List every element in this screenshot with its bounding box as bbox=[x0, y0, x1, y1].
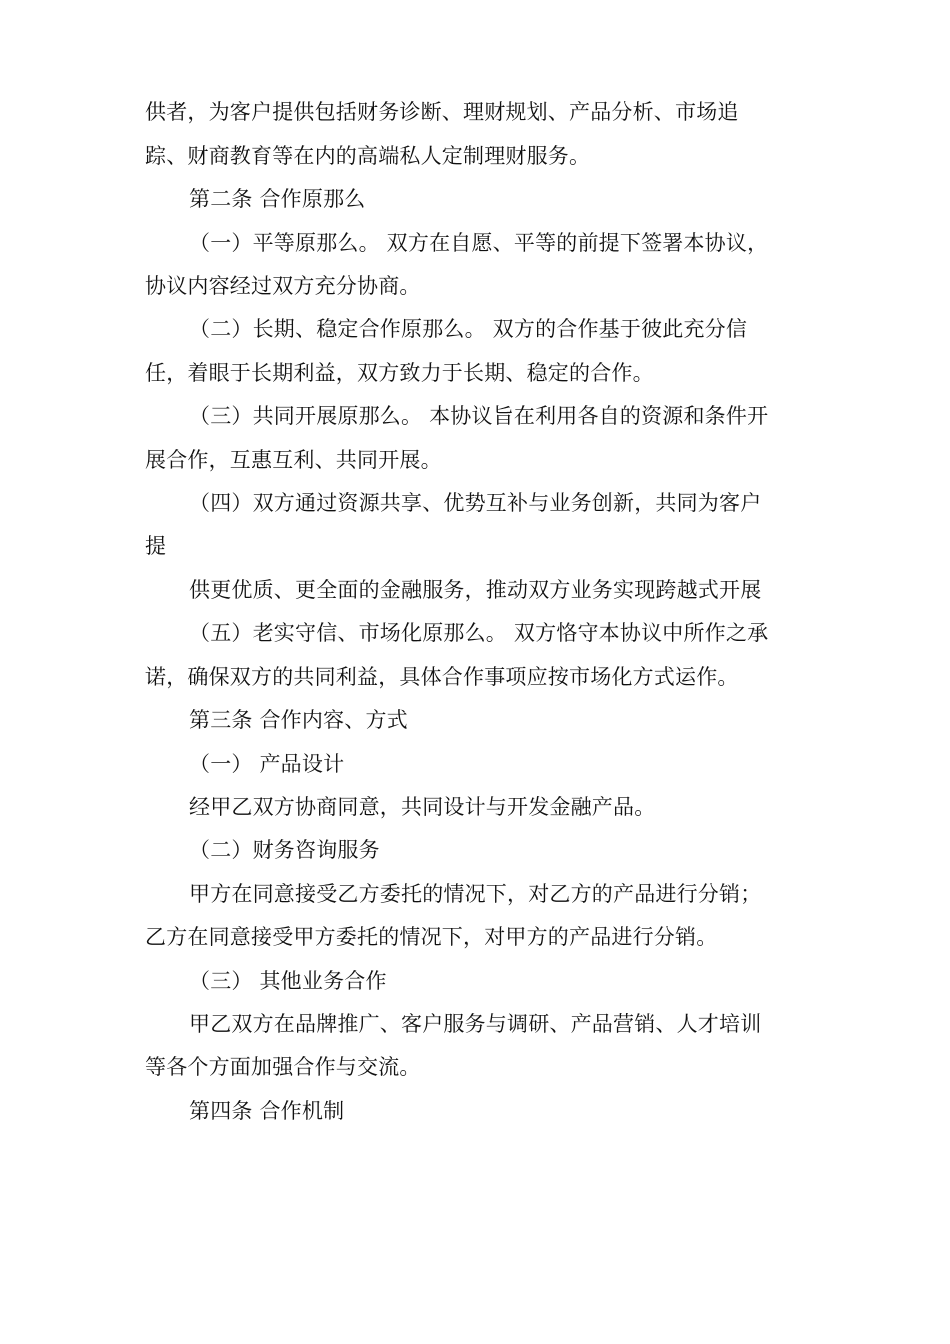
clause-line: （五）老实守信、市场化原那么。 双方恪守本协议中所作之承 bbox=[189, 621, 769, 645]
subsection-heading: （一） 产品设计 bbox=[189, 752, 345, 776]
paragraph-line: 诺，确保双方的共同利益，具体合作事项应按市场化方式运作。 bbox=[145, 665, 739, 689]
paragraph-line: 任，着眼于长期利益，双方致力于长期、稳定的合作。 bbox=[145, 361, 654, 385]
article-heading: 第三条 合作内容、方式 bbox=[189, 708, 408, 732]
paragraph-line: 供者，为客户提供包括财务诊断、理财规划、产品分析、市场追 bbox=[145, 100, 739, 124]
paragraph-line: 等各个方面加强合作与交流。 bbox=[145, 1055, 421, 1079]
paragraph-line: 提 bbox=[145, 534, 167, 558]
paragraph-line: 甲方在同意接受乙方委托的情况下，对乙方的产品进行分销； bbox=[189, 882, 762, 906]
clause-line: （一）平等原那么。 双方在自愿、平等的前提下签署本协议， bbox=[189, 231, 769, 255]
clause-line: （二）长期、稳定合作原那么。 双方的合作基于彼此充分信 bbox=[189, 317, 748, 341]
paragraph-line: 乙方在同意接受甲方委托的情况下，对甲方的产品进行分销。 bbox=[145, 925, 718, 949]
paragraph-line: 展合作，互惠互利、共同开展。 bbox=[145, 448, 442, 472]
article-heading: 第二条 合作原那么 bbox=[189, 187, 366, 211]
paragraph-line: 踪、财商教育等在内的高端私人定制理财服务。 bbox=[145, 144, 591, 168]
paragraph-line: 经甲乙双方协商同意，共同设计与开发金融产品。 bbox=[189, 795, 656, 819]
paragraph-line: 协议内容经过双方充分协商。 bbox=[145, 274, 421, 298]
subsection-heading: （三） 其他业务合作 bbox=[189, 969, 387, 993]
subsection-heading: （二）财务咨询服务 bbox=[189, 838, 380, 862]
paragraph-line: 供更优质、更全面的金融服务，推动双方业务实现跨越式开展 bbox=[189, 578, 762, 602]
article-heading: 第四条 合作机制 bbox=[189, 1099, 345, 1123]
clause-line: （四）双方通过资源共享、优势互补与业务创新，共同为客户 bbox=[189, 491, 762, 515]
paragraph-line: 甲乙双方在品牌推广、客户服务与调研、产品营销、人才培训 bbox=[189, 1012, 762, 1036]
clause-line: （三）共同开展原那么。 本协议旨在利用各自的资源和条件开 bbox=[189, 404, 769, 428]
